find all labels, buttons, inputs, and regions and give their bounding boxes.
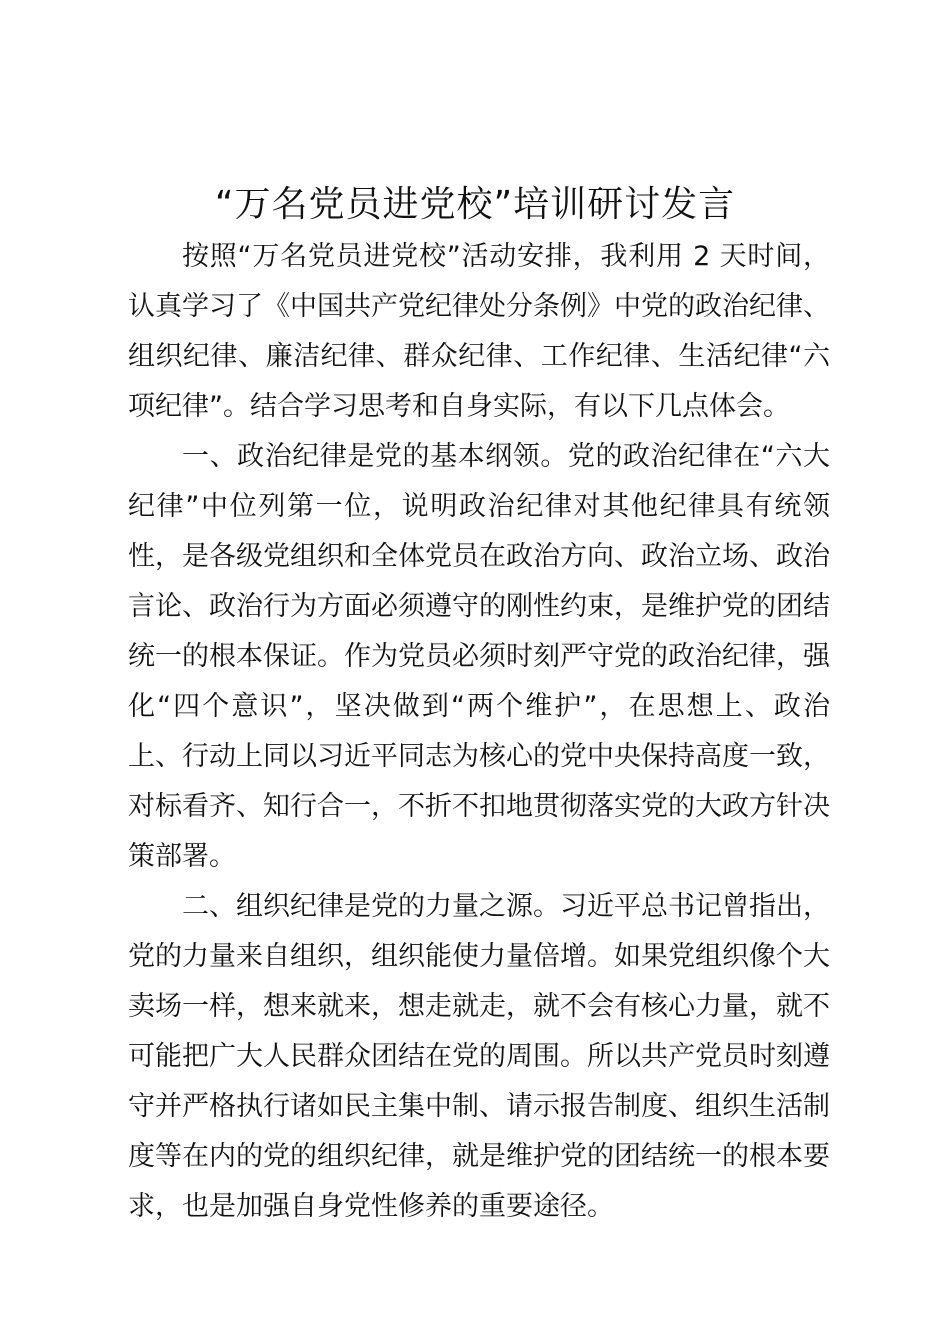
paragraph-organizational-discipline: 二、组织纪律是党的力量之源。习近平总书记曾指出，党的力量来自组织，组织能使力量倍增。如果党组织像个大卖场一样，想来就来，想走就走，就不会有核心力量，就不可能把广大人民群众团结在党的周围。所以共产党员时刻遵守并严格执行诸如民主集中制、请示报告制度、组织生活制度等在内的党的组织纪律，就是维护党的团结统一的根本要求，也是加强自身党性修养的重要途径。 — [128, 891, 830, 1222]
paragraph-political-discipline: 一、政治纪律是党的基本纲领。党的政治纪律在“六大纪律”中位列第一位，说明政治纪律对其他纪律具有统领性，是各级党组织和全体党员在政治方向、政治立场、政治言论、政治行为方面必须遵守的刚性约束，是维护党的团结统一的根本保证。作为党员必须时刻严守党的政治纪律，强化“四个意识”，坚决做到“两个维护”，在思想上、政治上、行动上同以习近平同志为核心的党中央保持高度一致，对标看齐、知行合一，不折不扣地贯彻落实党的大政方针决策部署。 — [128, 441, 830, 872]
document-body — [128, 232, 830, 1232]
paragraph-intro: 按照“万名党员进党校”活动安排，我利用 2 天时间，认真学习了《中国共产党纪律处分条例》中党的政治纪律、组织纪律、廉洁纪律、群众纪律、工作纪律、生活纪律“六项纪律”。结合学习思考和自身实际，有以下几点体会。 — [128, 241, 830, 422]
document-title: “万名党员进党校”培训研讨发言 — [214, 184, 736, 225]
